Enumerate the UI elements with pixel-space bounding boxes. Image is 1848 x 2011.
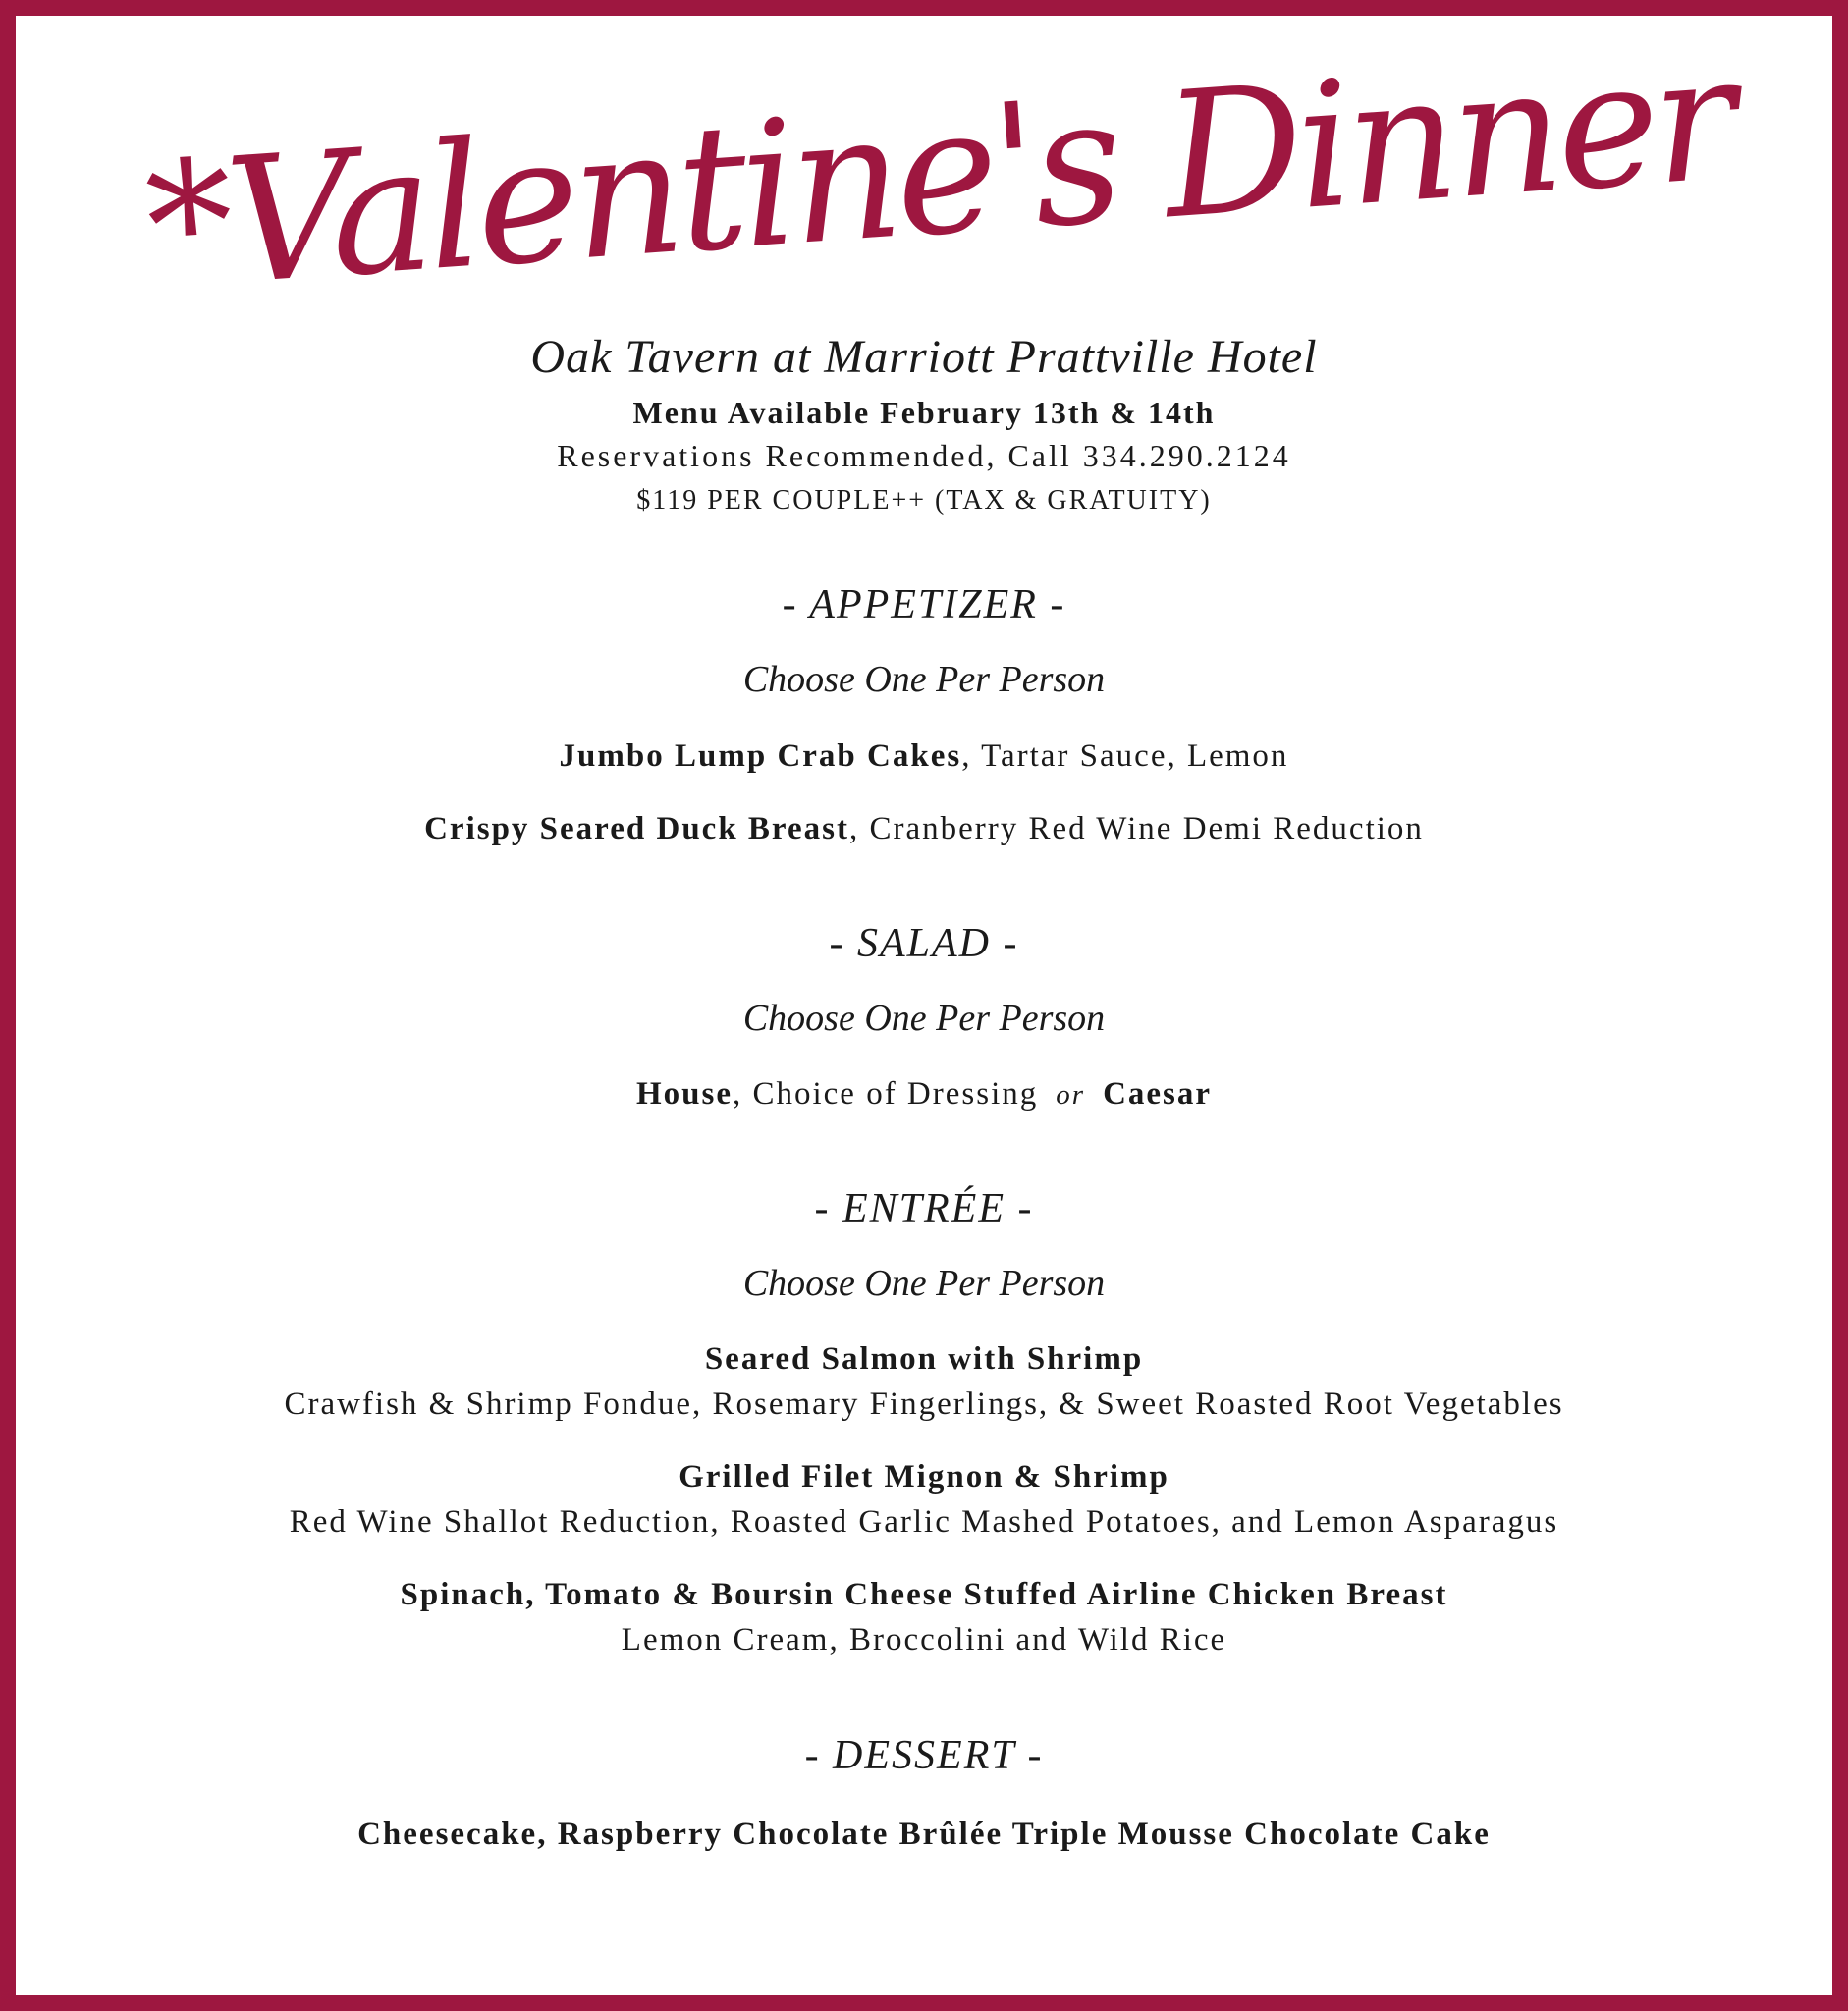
- entree-item-name: Seared Salmon with Shrimp: [704, 1341, 1144, 1377]
- appetizer-item-desc: , Cranberry Red Wine Demi Reduction: [848, 811, 1424, 846]
- entree-item-desc: Lemon Cream, Broccolini and Wild Rice: [621, 1622, 1227, 1658]
- entree-item-desc: Crawfish & Shrimp Fondue, Rosemary Fingerlings, & Sweet Roasted Root Vegetables: [284, 1386, 1564, 1422]
- entree-item-name: Grilled Filet Mignon & Shrimp: [679, 1459, 1169, 1495]
- salad-option-desc: , Choice of Dressing: [732, 1076, 1039, 1112]
- appetizer-item: [0, 738, 1848, 775]
- menu-title: *Valentine's Dinner: [139, 17, 1737, 329]
- price-info: $119 PER COUPLE++ (TAX & GRATUITY): [636, 485, 1212, 516]
- entree-instruction: Choose One Per Person: [742, 1263, 1106, 1304]
- appetizer-item-desc: , Tartar Sauce, Lemon: [961, 738, 1289, 774]
- dessert-heading: - DESSERT -: [804, 1733, 1044, 1778]
- dessert-items: Cheesecake, Raspberry Chocolate Brûlée Triple Mousse Chocolate Cake: [357, 1817, 1491, 1852]
- appetizer-heading: - APPETIZER -: [782, 582, 1066, 627]
- venue-name: Oak Tavern at Marriott Prattville Hotel: [530, 331, 1318, 383]
- entree-item-desc: Red Wine Shallot Reduction, Roasted Garlic Mashed Potatoes, and Lemon Asparagus: [289, 1504, 1559, 1540]
- reservations-info: Reservations Recommended, Call 334.290.2124: [557, 438, 1291, 473]
- availability-dates: Menu Available February 13th & 14th: [632, 395, 1216, 430]
- salad-instruction: Choose One Per Person: [742, 998, 1106, 1039]
- salad-option-name: Caesar: [1103, 1076, 1213, 1112]
- entree-item-name: Spinach, Tomato & Boursin Cheese Stuffed Airline Chicken Breast: [400, 1577, 1448, 1612]
- appetizer-item-name: Jumbo Lump Crab Cakes: [559, 738, 962, 774]
- salad-heading: - SALAD -: [829, 921, 1019, 966]
- appetizer-instruction: Choose One Per Person: [742, 659, 1106, 700]
- appetizer-item-name: Crispy Seared Duck Breast: [424, 811, 849, 846]
- salad-options: [0, 1076, 1848, 1113]
- salad-or: or: [1056, 1079, 1086, 1111]
- appetizer-item: [0, 811, 1848, 847]
- entree-heading: - ENTRÉE -: [814, 1186, 1034, 1231]
- salad-option-name: House: [635, 1076, 733, 1112]
